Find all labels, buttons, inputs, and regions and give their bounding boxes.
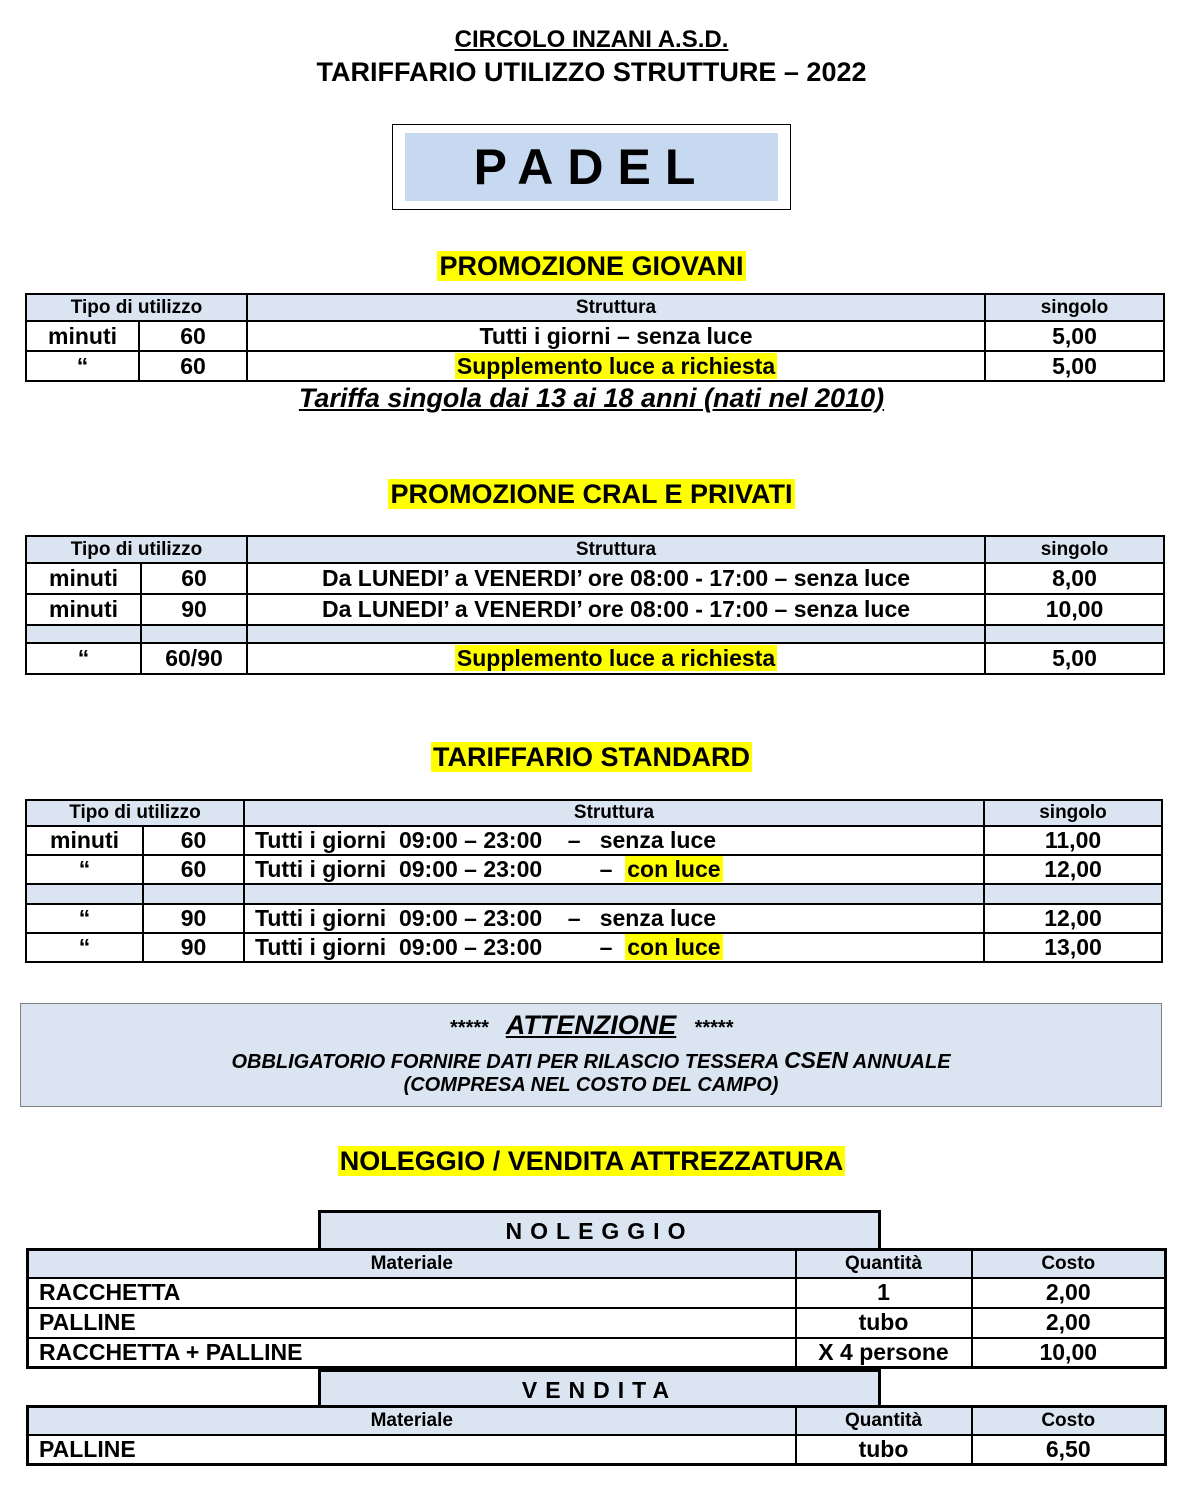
unit-cell: “ xyxy=(26,904,143,933)
item-cell: RACCHETTA xyxy=(28,1278,796,1308)
table-row xyxy=(26,933,1162,962)
table-header-row xyxy=(26,294,1164,321)
header-tipo: Tipo di utilizzo xyxy=(26,800,244,826)
table-row xyxy=(28,1278,1166,1308)
unit-cell: “ xyxy=(26,933,143,962)
unit-cell: “ xyxy=(26,351,139,381)
item-cell: RACCHETTA + PALLINE xyxy=(28,1338,796,1368)
table-row xyxy=(26,643,1164,674)
header-singolo: singolo xyxy=(984,800,1162,826)
section-title-standard: TARIFFARIO STANDARD xyxy=(433,742,750,772)
unit-cell: minuti xyxy=(26,594,141,625)
unit-cell: “ xyxy=(26,855,143,884)
table-row xyxy=(26,321,1164,351)
table-row xyxy=(28,1435,1166,1465)
price-cell: 12,00 xyxy=(984,904,1162,933)
table-standard xyxy=(25,799,1163,963)
description-cell: Tutti i giorni – senza luce xyxy=(247,321,985,351)
table-header-row xyxy=(28,1407,1166,1435)
description-cell: Da LUNEDI’ a VENERDI’ ore 08:00 - 17:00 – senza luce xyxy=(247,563,985,594)
unit-cell: minuti xyxy=(26,321,139,351)
table-row xyxy=(28,1338,1166,1368)
description-cell xyxy=(247,643,985,674)
cost-cell: 10,00 xyxy=(972,1338,1166,1368)
description-cell: Tutti i giorni 09:00 – 23:00 – con luce xyxy=(244,855,984,884)
item-cell: PALLINE xyxy=(28,1308,796,1338)
section-title-giovani: PROMOZIONE GIOVANI xyxy=(439,251,744,281)
minutes-cell: 90 xyxy=(141,594,247,625)
quantity-cell: tubo xyxy=(796,1308,972,1338)
spacer-row xyxy=(26,884,1162,904)
minutes-cell: 60 xyxy=(139,351,247,381)
spacer-row xyxy=(26,625,1164,643)
sale-label: VENDITA xyxy=(318,1369,881,1407)
header-struttura: Struttura xyxy=(244,800,984,826)
description-cell: Tutti i giorni 09:00 – 23:00 – senza luce xyxy=(244,826,984,855)
description-cell: Tutti i giorni 09:00 – 23:00 – senza luce xyxy=(244,904,984,933)
table-row xyxy=(26,904,1162,933)
table-header-row xyxy=(26,800,1162,826)
table-header-row xyxy=(28,1250,1166,1278)
minutes-cell: 60 xyxy=(141,563,247,594)
quantity-cell: tubo xyxy=(796,1435,972,1465)
price-cell: 12,00 xyxy=(984,855,1162,884)
header-struttura: Struttura xyxy=(247,536,985,563)
section-title-equipment: NOLEGGIO / VENDITA ATTREZZATURA xyxy=(339,1146,844,1176)
unit-cell: minuti xyxy=(26,826,143,855)
price-cell: 10,00 xyxy=(985,594,1164,625)
price-cell: 5,00 xyxy=(985,351,1164,381)
table-giovani xyxy=(25,293,1165,382)
cost-cell: 2,00 xyxy=(972,1308,1166,1338)
description-cell xyxy=(247,351,985,381)
attention-title: ATTENZIONE xyxy=(505,1010,677,1040)
header-materiale: Materiale xyxy=(28,1407,796,1435)
header-tipo: Tipo di utilizzo xyxy=(26,294,247,321)
header-costo: Costo xyxy=(972,1250,1166,1278)
attention-box xyxy=(20,1003,1162,1107)
table-cral xyxy=(25,535,1165,675)
cost-cell: 2,00 xyxy=(972,1278,1166,1308)
header-quantita: Quantità xyxy=(796,1250,972,1278)
table-sale xyxy=(26,1405,1167,1466)
description-highlight: con luce xyxy=(627,856,721,882)
age-note: Tariffa singola dai 13 ai 18 anni (nati nel 2010) xyxy=(298,383,885,413)
table-row xyxy=(28,1308,1166,1338)
description-highlight: Supplemento luce a richiesta xyxy=(456,352,776,379)
price-cell: 5,00 xyxy=(985,643,1164,674)
header-singolo: singolo xyxy=(985,294,1164,321)
description-cell: Tutti i giorni 09:00 – 23:00 – con luce xyxy=(244,933,984,962)
attention-heading: ***** ATTENZIONE ***** xyxy=(449,1010,733,1040)
header-struttura: Struttura xyxy=(247,294,985,321)
header-quantita: Quantità xyxy=(796,1407,972,1435)
header-costo: Costo xyxy=(972,1407,1166,1435)
attention-line-2: (COMPRESA NEL COSTO DEL CAMPO) xyxy=(403,1074,779,1096)
table-row xyxy=(26,351,1164,381)
table-header-row xyxy=(26,536,1164,563)
price-cell: 8,00 xyxy=(985,563,1164,594)
minutes-cell: 60 xyxy=(139,321,247,351)
price-cell: 13,00 xyxy=(984,933,1162,962)
description-cell: Da LUNEDI’ a VENERDI’ ore 08:00 - 17:00 – senza luce xyxy=(247,594,985,625)
quantity-cell: X 4 persone xyxy=(796,1338,972,1368)
header-singolo: singolo xyxy=(985,536,1164,563)
sport-title-box xyxy=(392,124,791,210)
unit-cell: minuti xyxy=(26,563,141,594)
header-materiale: Materiale xyxy=(28,1250,796,1278)
rental-label: NOLEGGIO xyxy=(318,1210,881,1248)
table-row xyxy=(26,594,1164,625)
price-cell: 11,00 xyxy=(984,826,1162,855)
minutes-cell: 60 xyxy=(143,855,244,884)
description-highlight: con luce xyxy=(627,934,721,960)
minutes-cell: 90 xyxy=(143,933,244,962)
price-cell: 5,00 xyxy=(985,321,1164,351)
section-title-cral: PROMOZIONE CRAL E PRIVATI xyxy=(390,479,793,509)
document-title: TARIFFARIO UTILIZZO STRUTTURE – 2022 xyxy=(316,57,867,87)
minutes-cell: 60 xyxy=(143,826,244,855)
minutes-cell: 90 xyxy=(143,904,244,933)
attention-line-1: OBBLIGATORIO FORNIRE DATI PER RILASCIO TESSERA CSEN ANNUALE xyxy=(231,1047,951,1073)
description-highlight: Supplemento luce a richiesta xyxy=(456,645,776,671)
cost-cell: 6,50 xyxy=(972,1435,1166,1465)
minutes-cell: 60/90 xyxy=(141,643,247,674)
header-tipo: Tipo di utilizzo xyxy=(26,536,247,563)
table-row xyxy=(26,855,1162,884)
club-name: CIRCOLO INZANI A.S.D. xyxy=(454,26,729,53)
table-row xyxy=(26,563,1164,594)
unit-cell: “ xyxy=(26,643,141,674)
sport-title: PADEL xyxy=(405,133,778,201)
table-row xyxy=(26,826,1162,855)
table-rental xyxy=(26,1248,1167,1369)
quantity-cell: 1 xyxy=(796,1278,972,1308)
item-cell: PALLINE xyxy=(28,1435,796,1465)
